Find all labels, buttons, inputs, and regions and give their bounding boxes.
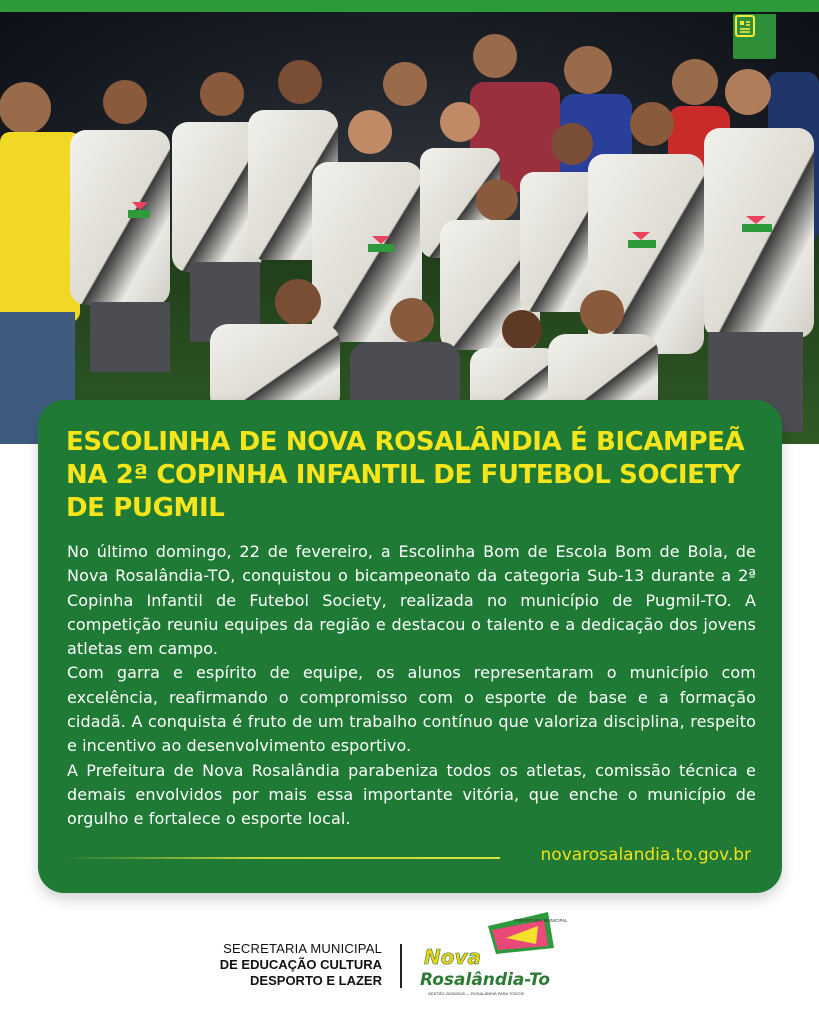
footer-separator bbox=[400, 944, 402, 988]
logo-word-rosalandia: Rosalândia-To bbox=[420, 970, 551, 990]
article-paragraph: A Prefeitura de Nova Rosalândia parabeniza todos os atletas, comissão técnica e demais envolvidos por mais essa importante vitória, que enche o município de orgulho e fortalece o esporte local. bbox=[67, 760, 756, 829]
secretaria-line: DESPORTO E LAZER bbox=[250, 973, 382, 988]
article-paragraph: Com garra e espírito de equipe, os alunos representaram o município com excelência, reafirmando o compromisso com o esporte de base e a formação cidadã. A conquista é fruto de um trabalho contínuo que valoriza disciplina, respeito e incentivo ao desenvolvimento esportivo. bbox=[67, 663, 756, 756]
secretaria-label bbox=[210, 941, 382, 989]
article-paragraph: No último domingo, 22 de fevereiro, a Escolinha Bom de Escola Bom de Bola, de Nova Rosalândia-TO, conquistou o bicampeonato da categoria Sub-13 durante a 2ª Copinha Infantil de Futebol Society, realizada no município de Pugmil-TO. A competição reuniu equipes da região e destacou o talento e a dedicação dos jovens atletas em campo. bbox=[67, 542, 756, 659]
document-button[interactable] bbox=[733, 14, 776, 59]
nova-rosalandia-logo bbox=[418, 908, 603, 998]
article-headline: ESCOLINHA DE NOVA ROSALÂNDIA É BICAMPEÃ NA 2ª COPINHA INFANTIL DE FUTEBOL SOCIETY DE PUGMIL bbox=[66, 427, 745, 523]
logo-word-nova: Nova bbox=[424, 945, 482, 969]
card-divider bbox=[62, 857, 500, 859]
article-body bbox=[67, 540, 756, 832]
website-link[interactable]: novarosalandia.to.gov.br bbox=[540, 845, 751, 865]
secretaria-line: SECRETARIA MUNICIPAL bbox=[223, 941, 382, 956]
secretaria-line: DE EDUCAÇÃO CULTURA bbox=[219, 957, 382, 972]
logo-tagline: GESTÃO 2025/2028 — ROSALÂNDIA PARA TODOS! bbox=[428, 991, 525, 996]
team-photo bbox=[0, 12, 819, 444]
logo-top-text: PREFEITURA MUNICIPAL bbox=[514, 918, 568, 923]
document-icon bbox=[733, 14, 757, 38]
top-accent-bar bbox=[0, 0, 819, 12]
